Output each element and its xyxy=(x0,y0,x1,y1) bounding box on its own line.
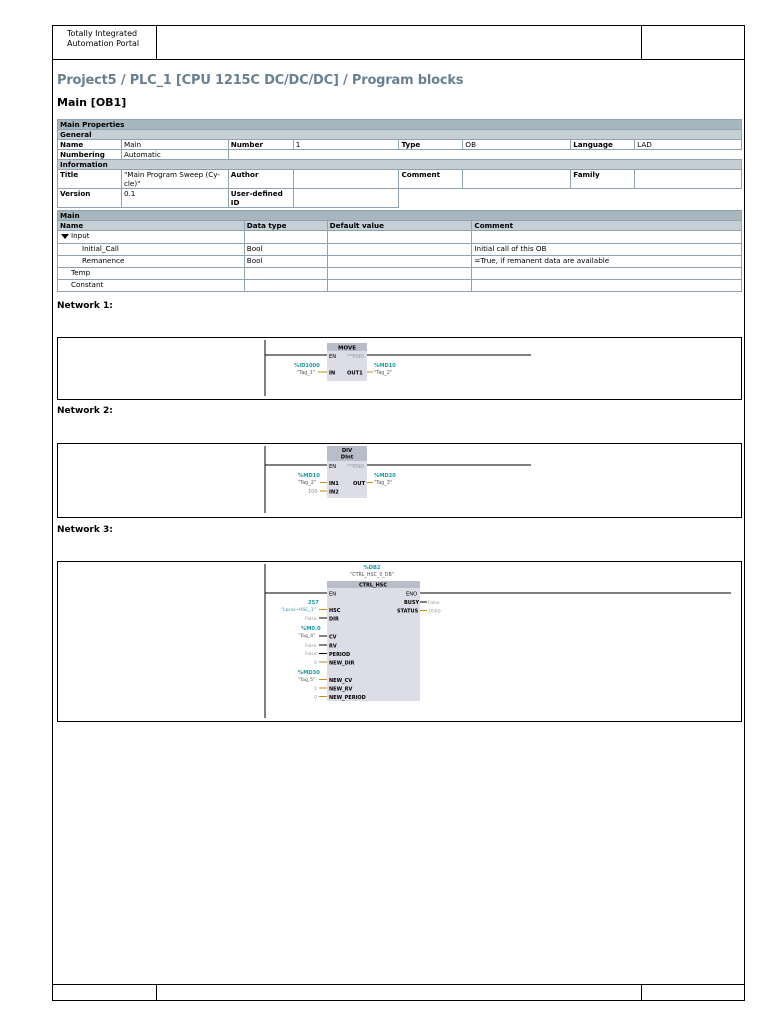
triangle-down-icon[interactable] xyxy=(61,234,69,239)
in1-pin: IN1 xyxy=(329,481,339,487)
rv-pin: RV xyxy=(329,643,337,650)
db-name: "CTRL_HSC_0_DB" xyxy=(350,573,394,578)
dir-pin: DIR xyxy=(329,616,339,623)
busy-value: False xyxy=(428,601,440,606)
network-2-diagram xyxy=(57,443,742,518)
userid-value xyxy=(293,189,399,208)
newperiod-value: 0 xyxy=(314,695,317,701)
move-block-name: MOVE xyxy=(337,345,357,352)
language-value: LAD xyxy=(635,140,742,150)
number-label: Number xyxy=(228,140,293,150)
page-title: Project5 / PLC_1 [CPU 1215C DC/DC/DC] / Program blocks xyxy=(57,73,464,88)
block-title: Main [OB1] xyxy=(57,96,127,109)
newrv-pin: NEW_RV xyxy=(329,686,353,693)
newcv-tag: "Tag_5" xyxy=(298,678,316,683)
cv-tag: "Tag_4" xyxy=(298,634,316,639)
period-pin: PERIOD xyxy=(329,652,351,658)
param-type: Bool xyxy=(244,244,327,256)
newcv-address: %MD30 xyxy=(298,670,320,676)
cv-pin: CV xyxy=(329,634,337,641)
col-header-name: Name xyxy=(58,221,245,231)
name-value: Main xyxy=(121,140,228,150)
properties-table xyxy=(57,119,742,208)
eno-pin: ENO xyxy=(353,464,365,470)
comment-value xyxy=(463,170,571,189)
hsc-pin: HSC xyxy=(329,608,341,614)
in1-address: %MD10 xyxy=(298,473,320,479)
family-value xyxy=(635,170,742,189)
en-pin: EN xyxy=(329,354,337,360)
header-title-cell xyxy=(157,26,642,59)
in-address: %ID1000 xyxy=(294,363,320,369)
input-label: Input xyxy=(71,231,90,240)
comment-label: Comment xyxy=(399,170,463,189)
numbering-filler xyxy=(228,150,741,160)
constant-label: Constant xyxy=(58,280,245,292)
param-comment: =True, if remanent data are available xyxy=(472,256,742,268)
out-tag: "Tag_2" xyxy=(374,371,392,376)
type-value: OB xyxy=(463,140,571,150)
numbering-value: Automatic xyxy=(121,150,228,160)
out1-pin: OUT1 xyxy=(347,370,363,377)
information-subheader: Information xyxy=(58,160,742,170)
out-address: %MD10 xyxy=(374,363,396,369)
in-pin: IN xyxy=(329,370,336,377)
newdir-value: 0 xyxy=(314,661,317,666)
footer-cell-left xyxy=(53,985,157,1000)
in1-tag: "Tag_2" xyxy=(298,481,316,486)
ctrl-hsc-name: CTRL_HSC xyxy=(358,582,388,589)
author-label: Author xyxy=(228,170,293,189)
status-pin: STATUS xyxy=(397,608,419,615)
properties-section-header: Main Properties xyxy=(58,120,742,130)
author-value xyxy=(293,170,399,189)
col-header-comment: Comment xyxy=(472,221,742,231)
busy-pin: BUSY xyxy=(404,600,420,606)
numbering-label: Numbering xyxy=(58,150,122,160)
userid-label: User-defined ID xyxy=(228,189,293,208)
out-tag: "Tag_3" xyxy=(374,481,392,486)
name-label: Name xyxy=(58,140,122,150)
eno-pin: ENO xyxy=(353,354,365,360)
number-value: 1 xyxy=(293,140,399,150)
in-tag: "Tag_1" xyxy=(297,371,315,376)
logo-line1: Totally Integrated xyxy=(67,29,138,38)
network-3-diagram xyxy=(57,561,742,722)
logo-line2: Automation Portal xyxy=(67,39,140,48)
col-header-default: Default value xyxy=(327,221,472,231)
param-default xyxy=(327,256,472,268)
newcv-pin: NEW_CV xyxy=(329,678,353,684)
general-subheader: General xyxy=(58,130,742,140)
en-pin: EN xyxy=(329,591,337,598)
page-header xyxy=(53,26,744,60)
hsc-value: 257 xyxy=(308,600,319,606)
type-label: Type xyxy=(399,140,463,150)
family-label: Family xyxy=(571,170,635,189)
eno-pin: ENO xyxy=(406,591,418,598)
col-header-datatype: Data type xyxy=(244,221,327,231)
out-address: %MD20 xyxy=(374,473,396,479)
network-3-label: Network 3: xyxy=(57,525,113,535)
period-value: False xyxy=(305,652,317,657)
page-footer xyxy=(53,984,744,1000)
interface-table xyxy=(57,210,742,292)
param-name: Remanence xyxy=(58,256,245,268)
version-filler xyxy=(399,189,742,208)
div-block-type: DInt xyxy=(340,454,354,461)
param-type: Bool xyxy=(244,256,327,268)
input-section-row[interactable] xyxy=(58,231,245,244)
param-default xyxy=(327,244,472,256)
out-pin: OUT xyxy=(353,481,366,487)
dir-value: False xyxy=(305,617,317,622)
newperiod-pin: NEW_PERIOD xyxy=(329,695,366,701)
newdir-pin: NEW_DIR xyxy=(329,660,355,667)
temp-label: Temp xyxy=(58,268,245,280)
status-value: 16#0 xyxy=(428,609,441,615)
tia-portal-logo xyxy=(53,26,157,59)
footer-cell-mid xyxy=(157,985,642,1000)
param-name: Initial_Call xyxy=(58,244,245,256)
hsc-tag: "Local~HSC_1" xyxy=(281,608,316,613)
title-label: Title xyxy=(58,170,122,189)
network-1-label: Network 1: xyxy=(57,301,113,311)
en-pin: EN xyxy=(329,464,337,470)
network-1-diagram xyxy=(57,337,742,400)
newrv-value: 0 xyxy=(314,687,317,692)
language-label: Language xyxy=(571,140,635,150)
db-address: %DB2 xyxy=(363,565,381,571)
table-row xyxy=(58,244,742,256)
table-row xyxy=(58,256,742,268)
version-label: Version xyxy=(58,189,122,208)
version-value: 0.1 xyxy=(121,189,228,208)
in2-value: 100 xyxy=(308,489,318,495)
in2-pin: IN2 xyxy=(329,489,339,496)
interface-section-header: Main xyxy=(58,211,742,221)
network-2-label: Network 2: xyxy=(57,406,113,416)
title-value: "Main Program Sweep (Cy-cle)" xyxy=(121,170,228,189)
cv-address: %M0.0 xyxy=(301,626,321,632)
param-comment: Initial call of this OB xyxy=(472,244,742,256)
rv-value: False xyxy=(305,644,317,649)
div-block-name: DIV xyxy=(341,448,353,454)
